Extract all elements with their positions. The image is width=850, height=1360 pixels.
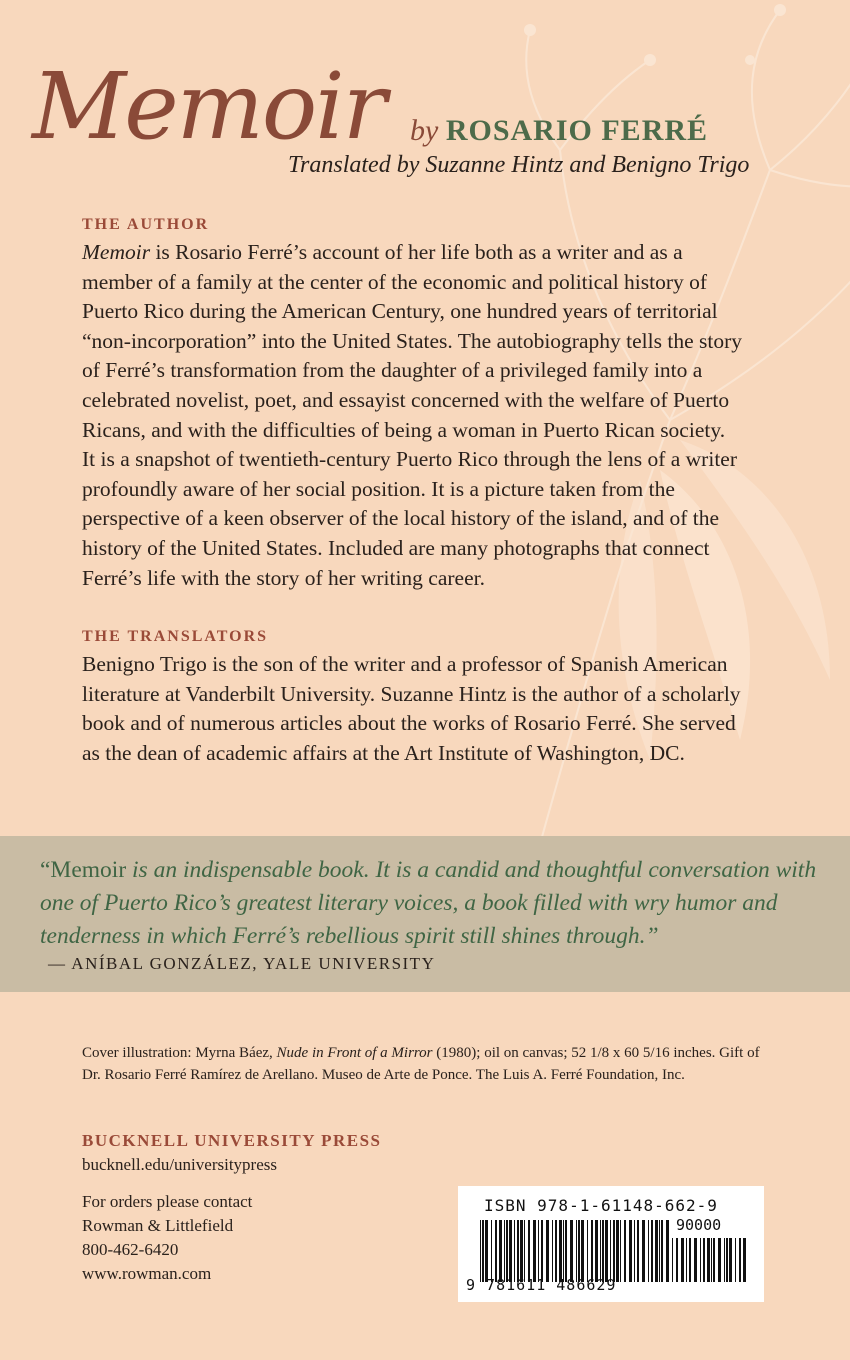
barcode-bar (591, 1220, 593, 1282)
barcode-bar (676, 1238, 678, 1282)
barcode-bar (485, 1220, 488, 1282)
orders-line2: Rowman & Littlefield (82, 1216, 234, 1235)
barcode-bar (480, 1220, 481, 1282)
review-quote (40, 854, 820, 953)
barcode-bar (576, 1220, 577, 1282)
orders-phone: 800-462-6420 (82, 1240, 179, 1259)
barcode-bar (578, 1220, 580, 1282)
barcode-bar (616, 1220, 619, 1282)
by-word: by (410, 114, 439, 147)
author-text: is Rosario Ferré’s account of her life both as a writer and as a member of a family at the center of the economic and political history of Puerto Rico during the American Century, one hundred years of territorial “non-incorporation” into the United States. The autobiography tells the story of Ferré’s transformation from the daughter of a privileged family into a celebrated novelist, poet, and essayist concerned with the welfare of Puerto Ricans, and with the difficulties of being a woman in Puerto Rican society. It is a snapshot of twentieth-century Puerto Rico through the lens of a writer profoundly aware of her social position. It is a picture taken from the perspective of a keen observer of the local history of the island, and of the history of the United States. Included are many photographs that connect Ferré’s life with the story of her writing career. (82, 240, 742, 590)
barcode-bar (533, 1220, 536, 1282)
barcode-bar (581, 1220, 584, 1282)
barcode-bar (713, 1238, 715, 1282)
barcode-bar (555, 1220, 557, 1282)
translators-section-label: THE TRANSLATORS (82, 628, 269, 645)
barcode-bar (520, 1220, 523, 1282)
barcode-bar (681, 1238, 684, 1282)
barcode-bar (743, 1238, 746, 1282)
publisher-name: BUCKNELL UNIVERSITY PRESS (82, 1131, 382, 1150)
quote-open: “Memoir (40, 857, 127, 883)
barcode-bar (661, 1220, 663, 1282)
barcode-bar (491, 1220, 492, 1282)
barcode-bar (711, 1238, 712, 1282)
barcode-bar (552, 1220, 553, 1282)
barcode-bar (724, 1238, 725, 1282)
barcode-bar (541, 1220, 543, 1282)
barcode-bar (620, 1220, 621, 1282)
orders-info (82, 1190, 252, 1286)
barcode-bar (729, 1238, 732, 1282)
barcode-bar (482, 1220, 484, 1282)
barcode-bar (587, 1220, 588, 1282)
barcode-bar (570, 1220, 573, 1282)
barcode-bar (659, 1220, 660, 1282)
barcode-bar (528, 1220, 530, 1282)
barcode-digits: 9 781611 486629 (466, 1276, 617, 1294)
barcode-bar (694, 1238, 697, 1282)
barcode-bar (509, 1220, 512, 1282)
barcode-bar (600, 1220, 601, 1282)
barcode-bar (524, 1220, 525, 1282)
barcode-bar (613, 1220, 615, 1282)
artwork-title: Nude in Front of a Mirror (276, 1045, 433, 1061)
publisher-url: bucknell.edu/universitypress (82, 1155, 277, 1174)
barcode-bar (538, 1220, 539, 1282)
translators-line: Translated by Suzanne Hintz and Benigno Trigo (288, 152, 750, 178)
barcode-bars (480, 1220, 670, 1282)
byline (410, 114, 708, 148)
barcode-bar (735, 1238, 736, 1282)
barcode-bar (624, 1220, 626, 1282)
barcode-bar (648, 1220, 649, 1282)
author-name: ROSARIO FERRÉ (445, 114, 709, 147)
barcode-bar (666, 1220, 669, 1282)
barcode-bar (651, 1220, 653, 1282)
barcode-bar (642, 1220, 645, 1282)
quote-attribution: — ANÍBAL GONZÁLEZ, YALE UNIVERSITY (48, 954, 436, 973)
barcode-bar (739, 1238, 741, 1282)
barcode-bar (686, 1238, 687, 1282)
barcode-bar (499, 1220, 502, 1282)
barcode-bar (602, 1220, 604, 1282)
orders-url: www.rowman.com (82, 1264, 212, 1283)
barcode-bar (504, 1220, 505, 1282)
barcode-bar (514, 1220, 515, 1282)
barcode-bar (506, 1220, 508, 1282)
barcode-bar (700, 1238, 701, 1282)
book-title: Memoir (32, 53, 385, 160)
barcode-bar (605, 1220, 608, 1282)
barcode-bar (707, 1238, 710, 1282)
barcode-bar (703, 1238, 705, 1282)
barcode-bar (689, 1238, 691, 1282)
barcode-bar (595, 1220, 598, 1282)
isbn-text: ISBN 978-1-61148-662-9 (484, 1196, 718, 1215)
barcode-bar (629, 1220, 632, 1282)
cover-credits (82, 1042, 782, 1086)
barcode-bar (559, 1220, 562, 1282)
barcode-bar (610, 1220, 611, 1282)
barcode-bar (672, 1238, 673, 1282)
orders-line1: For orders please contact (82, 1192, 253, 1211)
barcode-bar (637, 1220, 639, 1282)
barcode-bar (517, 1220, 519, 1282)
barcode-bar (495, 1220, 497, 1282)
barcode-bar (565, 1220, 567, 1282)
price-code: 90000 (676, 1216, 722, 1234)
credits-suffix: (1980); oil on canvas; 52 1/8 x 60 5/16 inches. Gift of Dr. Rosario Ferré Ramírez de Arellano. Museo de Arte de Ponce. The Luis A. Ferré Foundation, Inc. (82, 1045, 760, 1083)
barcode-bar (718, 1238, 721, 1282)
barcode-bar (655, 1220, 658, 1282)
barcode-bar (546, 1220, 549, 1282)
barcode-bar (726, 1238, 728, 1282)
title-header (32, 52, 832, 192)
barcode-bar (634, 1220, 635, 1282)
quote-body: is an indispensable book. It is a candid and thoughtful conversation with one of Puerto Rico’s greatest literary voices, a book filled with wry humor and tenderness in which Ferré’s rebellious spirit still shines through.” (40, 857, 817, 949)
barcode-addon-bars (672, 1238, 748, 1282)
credits-prefix: Cover illustration: Myrna Báez, (82, 1045, 277, 1061)
author-lead-title: Memoir (82, 240, 151, 264)
author-section-label: THE AUTHOR (82, 216, 210, 233)
isbn-barcode (458, 1186, 764, 1302)
barcode-bar (563, 1220, 564, 1282)
review-quote-band (0, 836, 850, 992)
translators-paragraph: Benigno Trigo is the son of the writer and a professor of Spanish American literature at Vanderbilt University. Suzanne Hintz is the author of a scholarly book and of numerous articles about the works of Rosario Ferré. She served as the dean of academic affairs at the Art Institute of Washington, DC. (82, 652, 741, 765)
author-paragraph (82, 238, 742, 593)
